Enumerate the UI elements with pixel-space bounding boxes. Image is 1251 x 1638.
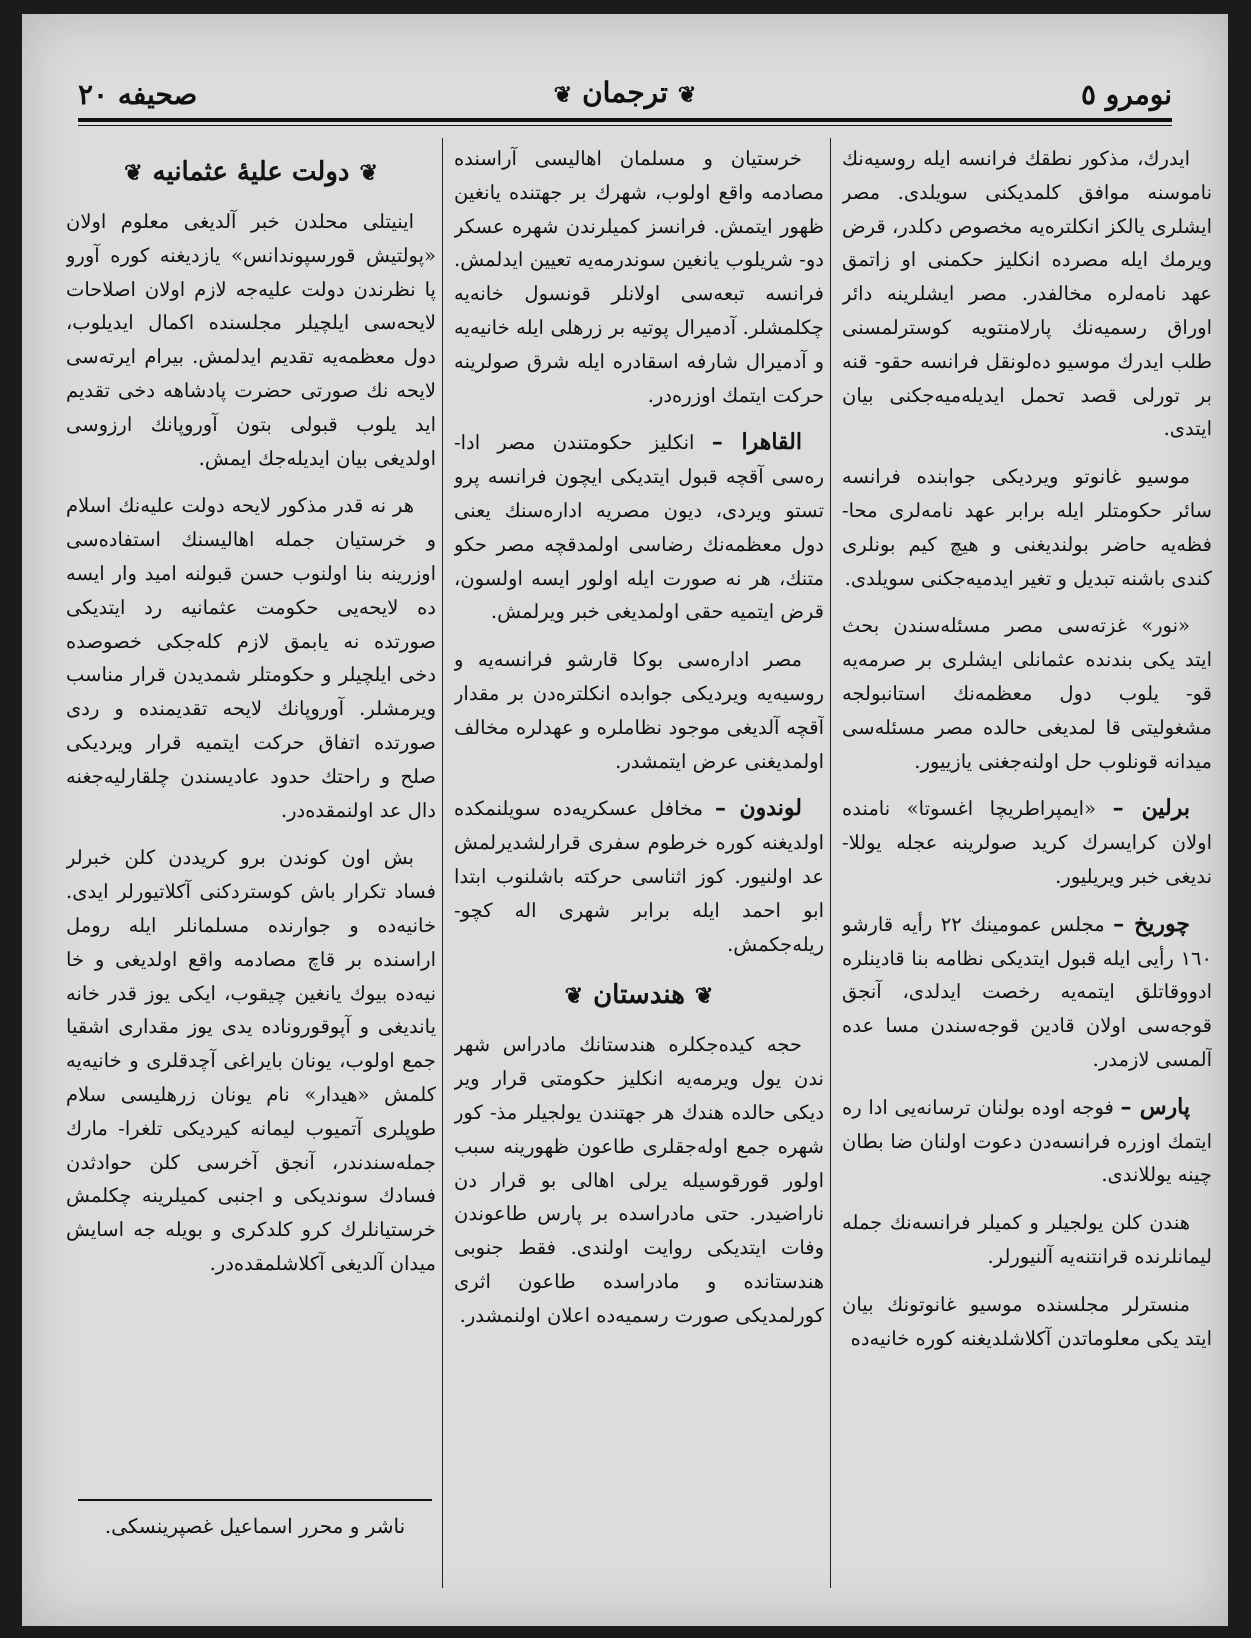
news-item-london bbox=[454, 792, 824, 961]
news-item-zurich bbox=[842, 908, 1212, 1077]
header-rule-thin bbox=[78, 125, 1172, 126]
issue-number: نومرو ٥ bbox=[1080, 78, 1172, 111]
column-divider bbox=[830, 138, 831, 1588]
section-title: دولت عليۀ عثمانيه bbox=[152, 157, 350, 187]
ornament-icon: ❦ bbox=[694, 983, 714, 1010]
column-left bbox=[66, 142, 436, 1562]
newspaper-title: ترجمان bbox=[582, 76, 668, 109]
section-heading-india bbox=[454, 975, 824, 1016]
article-paragraph: موسيو غانوتو ويرديكى جوابنده فرانسه سائر حكومتلر ايله برابر عهد نامه‌لرى محا- فظه‌يه حاضر بولنديغنى و هيچ كيم بونلرى كندى باشنه تبديل و تغير ايدميه‌جكنى سويلدى. bbox=[842, 465, 1212, 590]
article-paragraph: اينيتلى محلدن خبر آلديغى معلوم اولان «پولتيش قورسپوندانس» يازديغنه كوره آورو پا نظرندن دولت عليه‌جه لازم اولان اصلاحات لايحه‌سى ايلچيلر مجلسنده اكمال ايديلوب، دول معظمه‌يه تقديم ايدلمش. بيرام ايرته‌سى لايحه نك صورتى حضرت پادشاهه دخى تقديم ايد يلوب قبولى بتون آوروپانك ارزوسى اولديغى بيان ايديله‌جك ايمش. bbox=[66, 210, 436, 470]
column-divider bbox=[442, 138, 443, 1588]
ornament-icon: ❦ bbox=[359, 160, 378, 186]
dateline: برلين – bbox=[1112, 795, 1190, 822]
article-paragraph: خرستيان و مسلمان اهاليسى آراسنده مصادمه واقع اولوب، شهرك بر جهتنده يانغين ظهور ايتمش. فرانسز كميلرندن شهره عسكر دو- شريلوب يانغين سوندرمه‌يه تعيين ايدلمش. فرانسه تبعه‌سى اولانلر قونسول خانه‌يه چكلمشلر. آدميرال پوتيه بر زرهلى ايله خانيه‌يه و آدميرال شارفه اسقادره ايله شرق صولرينه حركت ايتمك اوزره‌در. bbox=[454, 147, 824, 407]
article-paragraph: هر نه قدر مذكور لايحه دولت عليه‌نك اسلام و خرستيان جمله اهاليسنك استفاده‌سى اوزرينه بنا اولنوب حسن قبولنه اميد وار ايسه ده لايحه‌يى حكومت عثمانيه رد ايتديكى صورتده نه يابمق لازم كله‌جكى خصوصده دخى ايلچيلر و حكومتلر شمديدن قرار مناسب ويرمشلر. آوروپانك لايحه تقديمنده و ردى صورتده اتفاق حركت ايتميه قرار ويرديكى صلح و راحتك حدود عاديسندن چلقارليه‌جغنه دال عد اولنمقده‌در. bbox=[66, 494, 436, 822]
news-text: «ايمپراطريچا اغسوتا» نامنده اولان كرايسرك كريد صولرينه عجله يوللا- نديغى خبر ويريليور. bbox=[842, 797, 1212, 888]
article-paragraph: ايدرك، مذكور نطقك فرانسه ايله روسيه‌نك ناموسنه موافق كلمديكنى سويلدى. مصر ايشلرى يالكز انكلتره‌يه مخصوص دكلدر، قرض ويرمك ايله مصرده انكليز حكمنى او زاتمق عهد نامه‌لره مخالفدر. مصر ايشلرينه دائر اوراق رسميه‌نك پارلامنتويه كوسترلمسنى طلب ايدرك موسيو دەلونقل فرانسه حقو- قنه بر تورلى قصد تحمل ايديله‌ميه‌جكنى بيان ايتدى. bbox=[842, 147, 1212, 441]
news-text: مخافل عسكريه‌ده سويلنمكده اولديغنه كوره خرطوم سفرى قرارلشديرلمش عد اولنيور. كوز اثناسى حركته باشلنوب ابتدا ابو احمد ايله برابر شهرى اله كچو- ريله‌جكمش. bbox=[454, 797, 824, 956]
news-text: فوجه اوده بولنان ترسانه‌يى ادا ره ايتمك اوزره فرانسه‌دن دعوت اولنان ضا بطان چينه يوللاندى. bbox=[842, 1095, 1212, 1187]
news-text: مجلس عمومينك ٢٢ رأيه قارشو ١٦٠ رأيى ايله قبول ايتديكى نظامه بنا قادينلره ادووقاتلق ايتمه‌يه رخصت ايدلدى، آنجق قوجه‌سى اولان قادين قوجه‌سندن مسا عده آلمسى لازمدر. bbox=[842, 912, 1212, 1071]
column-right bbox=[842, 142, 1212, 1562]
section-heading-ottoman bbox=[66, 152, 436, 193]
page-number: صحيفه ٢٠ bbox=[78, 78, 198, 111]
article-paragraph: حجه كيده‌جكلره هندستانك مادراس شهر ندن يول ويرمه‌يه انكليز حكومتى قرار وير ديكى حالده هندك هر جهتندن يولجيلر مذ- كور شهره جمع اوله‌جقلرى طاعون ظهورينه سبب اولور قورقوسيله يرلى اهالى بو قرار دن ناراضيدر. حتى مادراسده بر پارس طاعوندن وفات ايتديكى روايت اولندى. فقط جنوبى هندستانده و مادراسده طاعون اثرى كورلمديكى صورت رسميه‌ده اعلان اولنمشدر. bbox=[454, 1033, 824, 1327]
publisher-line: ناشر و محرر اسماعيل غصپرينسكى. bbox=[104, 1514, 406, 1538]
dateline: چوريخ – bbox=[1113, 910, 1190, 937]
ornament-icon: ❦ bbox=[564, 983, 584, 1010]
article-paragraph: مصر اداره‌سى بوكا قارشو فرانسه‌يه و روسيه‌يه ويرديكى جوابده انكلتره‌دن بر مقدار آقچه آلديغى موجود نظاملره و عهدلره مخالف اولمديغنى عرض ايتمشدر. bbox=[454, 648, 824, 773]
news-item-berlin bbox=[842, 792, 1212, 893]
dateline: لوندون – bbox=[715, 795, 802, 822]
newspaper-title-block bbox=[78, 76, 1172, 109]
article-paragraph: «نور» غزته‌سى مصر مسئله‌سندن بحث ايتد يكى بندنده عثمانلى ايشلرى بر صرمه‌يه قو- يلوب دول معظمه‌نك استانبولجه مشغوليتى قا لمديغى حالده مصر مسئله‌سى ميدانه قونلوب حل اولنه‌جغنى يازييور. bbox=[842, 614, 1212, 773]
article-paragraph: هندن كلن يولجيلر و كميلر فرانسه‌نك جمله ليمانلرنده قرانتنه‌يه آلنيورلر. bbox=[842, 1211, 1212, 1268]
ornament-icon: ❦ bbox=[677, 81, 697, 108]
article-paragraph: منسترلر مجلسنده موسيو غانوتونك بيان ايتد يكى معلوماتدن آكلاشلديغنه كوره خانيه‌ده bbox=[842, 1292, 1212, 1350]
masthead bbox=[78, 74, 1172, 118]
article-paragraph: بش اون كوندن برو كريددن كلن خبرلر فساد تكرار باش كوستردكنى آكلاتيورلر ايدى. خانيه‌ده و جوارنده مسلمانلر ايله رومل اراسنده بر قاچ مصادمه واقع اولديغى و خا نيه‌ده بيوك يانغين چيقوب، ايكى يوز قدر خانه يانديغى و آپوقوروناده يدى يوز مقدارى اشقيا جمع اولوب، يونان بايراغى آچدقلرى و خانيه‌يه كلمش «هيدار» نام يونان زرهليسى سلام طوپلرى آتميوب ليمانه كيرديكى تلغرا- مارك جمله‌سندندر، آنجق آخرسى كلن حوادثدن فسادك سونديكى و اجنبى كميلرينه چكلمش خرستيانلرك كرو كلدكرى و بويله جه اسايش ميدان آلديغى آكلاشلمقده‌در. bbox=[66, 846, 436, 1275]
news-item-paris bbox=[842, 1091, 1212, 1192]
footer-rule bbox=[78, 1499, 432, 1501]
ornament-icon: ❦ bbox=[553, 81, 573, 108]
news-text: انكليز حكومتندن مصر ادا- ره‌سى آقچه قبول ايتديكى ايچون فرانسه پرو تستو ويردى، ديون مصريه اداره‌سنك يعنى دول معظمه‌نك رضاسى اولمدقچه مصر حكو متنك، هر نه صورت ايله اولور ايسه اولسون، قرض ايتميه حقى اولمديغى خبر ويرلمش. bbox=[454, 431, 824, 624]
header-rule bbox=[78, 118, 1172, 122]
dateline: القاهرا – bbox=[711, 429, 802, 456]
newspaper-page bbox=[22, 14, 1228, 1626]
dateline: پارس – bbox=[1120, 1093, 1191, 1120]
news-item-cairo bbox=[454, 426, 824, 629]
section-title: هندستان bbox=[593, 980, 685, 1011]
ornament-icon: ❦ bbox=[124, 160, 143, 186]
column-middle bbox=[454, 142, 824, 1562]
